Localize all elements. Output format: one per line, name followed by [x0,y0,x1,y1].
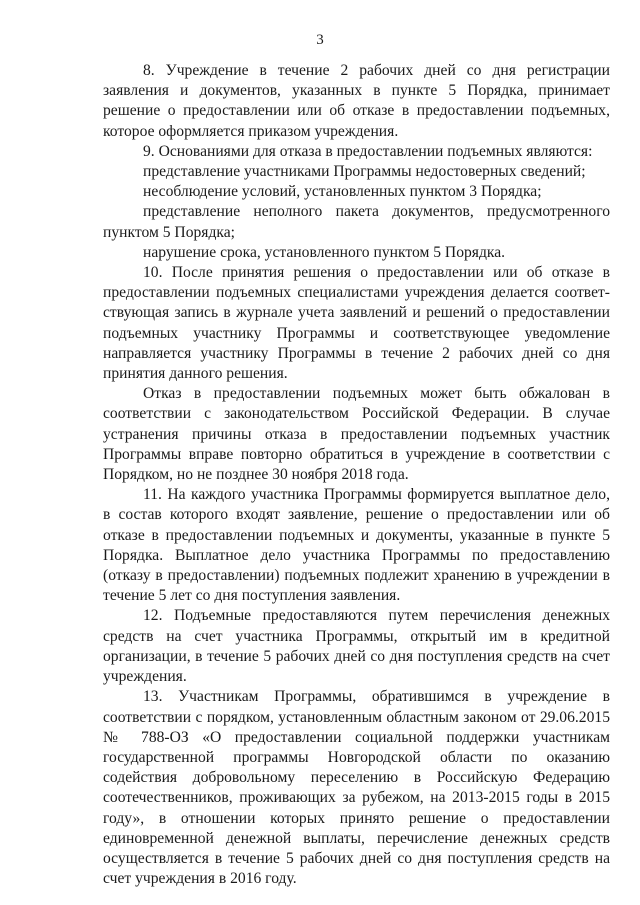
paragraph-9-item-3: представление неполного пакета документов, предусмотренного пунктом 5 Порядка; [103,203,610,241]
paragraph-10: 10. После принятия решения о предоставлении или об отказе в предоставлении подъемных специалистами учреждения делается соответ-ствующая запись в журнале учета заявлений и решений о предоставлении подъемных участнику Программы и соответствующее уведомление направляется участнику Программы в течение 2 рабочих дней со дня принятия данного решения. [103,264,610,383]
paragraph-9-item-1: представление участниками Программы недостоверных сведений; [143,163,586,181]
paragraph-9-item-4: нарушение срока, установленного пунктом 5 Порядка. [143,243,506,261]
paragraph-8: 8. Учреждение в течение 2 рабочих дней со дня регистрации заявления и документов, указанных в пункте 5 Порядка, принимает решение о предоставлении или об отказе в предоставлении подъемных, которое оформляется приказом учреждения. [103,62,610,140]
paragraph-13: 13. Участникам Программы, обратившимся в учреждение в соответствии с порядком, установленным областным законом от 29.06.2015 № 788-ОЗ «О предоставлении социальной поддержки участникам государственной программы Новгородской области по оказанию содействия добровольному переселению в Российскую Федерацию соотечественников, проживающих за рубежом, на 2013-2015 годы в 2015 году», в отношении которых принято решение о предоставлении единовременной денежной выплаты, перечисление денежных средств осуществляется в течение 5 рабочих дней со дня поступления средств на счет учреждения в 2016 году. [103,688,610,888]
paragraph-10-refusal: Отказ в предоставлении подъемных может быть обжалован в соответствии с законодательством Российской Федерации. В случае устранения причины отказа в предоставлении подъемных участник Программы вправе повторно обратиться в учреждение в соответствии с Порядком, но не позднее 30 ноября 2018 года. [103,385,610,484]
paragraph-12: 12. Подъемные предоставляются путем перечисления денежных средств на счет участника Программы, открытый им в кредитной организации, в течение 5 рабочих дней со дня поступления средств на счет учреждения. [103,607,610,686]
paragraph-11: 11. На каждого участника Программы формируется выплатное дело, в состав которого входят заявление, решение о предоставлении или об отказе в предоставлении подъемных и документы, указанные в пункте 5 Порядка. Выплатное дело участника Программы по предоставлению (отказу в предоставлении) подъемных подлежит хранению в учреждении в течение 5 лет со дня поступления заявления. [103,486,610,605]
paragraph-9: 9. Основаниями для отказа в предоставлении подъемных являются: [143,142,593,160]
paragraph-9-item-2: несоблюдение условий, установленных пунктом 3 Порядка; [143,183,542,201]
document-body [103,61,610,889]
page-number: 3 [316,32,324,48]
